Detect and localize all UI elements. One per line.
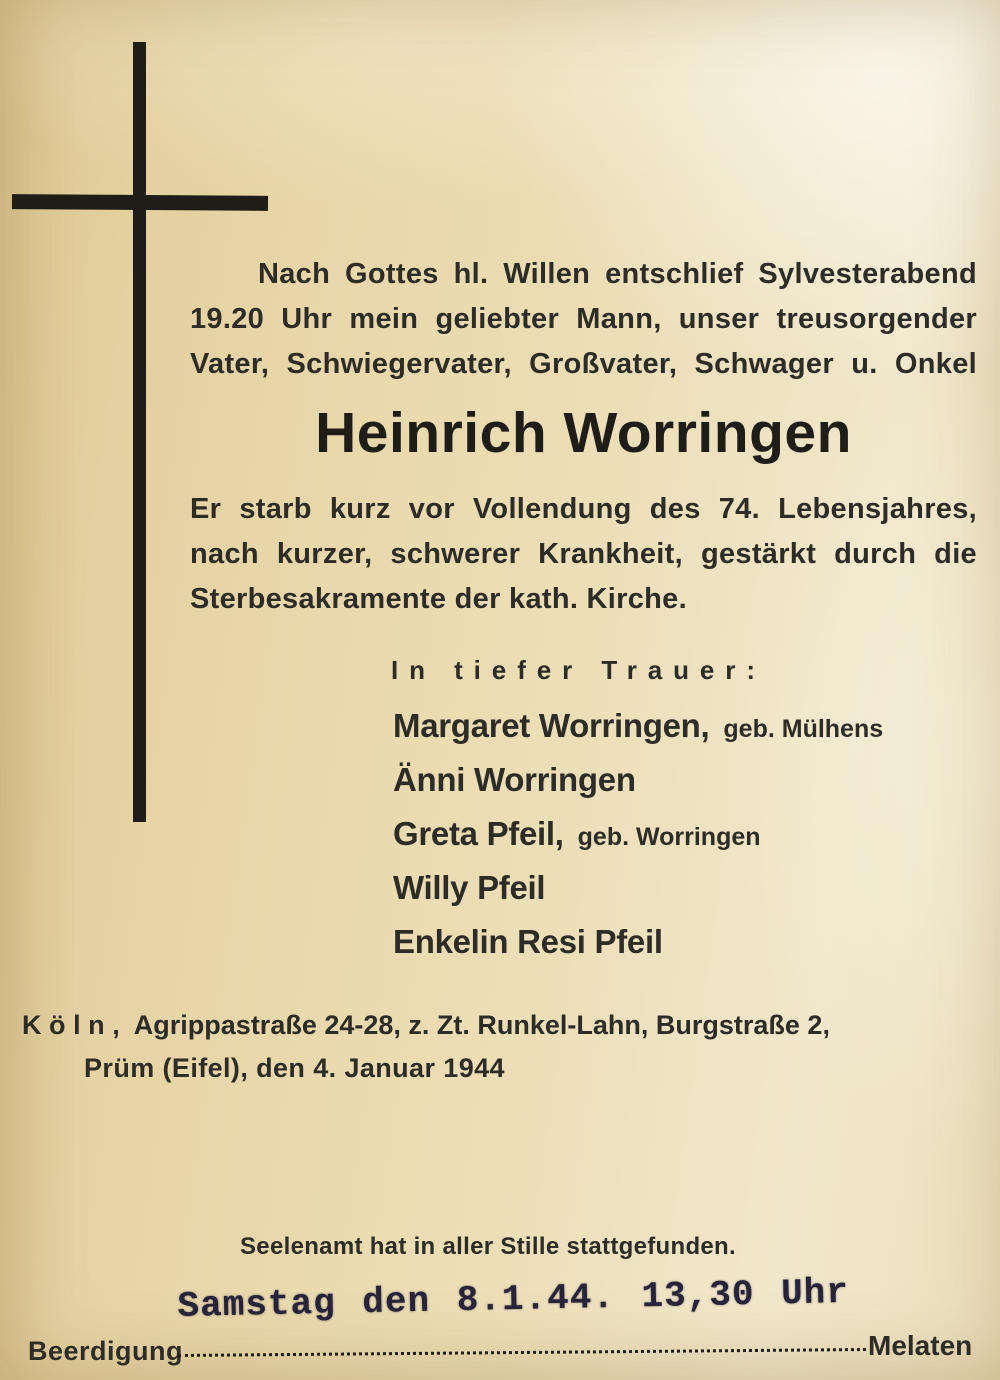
- burial-label: Beerdigung: [28, 1336, 184, 1366]
- obituary-line-2: nach kurzer, schwerer Krankheit, gestärkt durch die: [190, 538, 977, 570]
- requiem-note: Seelenamt hat in aller Stille stattgefunden.: [240, 1233, 736, 1260]
- mourner-name: Greta Pfeil,: [393, 815, 564, 852]
- obituary-line-1: Er starb kurz vor Vollendung des 74. Lebensjahres,: [190, 493, 977, 525]
- obituary-line-3: Sterbesakramente der kath. Kirche.: [190, 583, 687, 615]
- deceased-name: Heinrich Worringen: [315, 401, 852, 465]
- mourner-entry: [393, 810, 883, 864]
- address-block: [22, 1004, 830, 1090]
- mourner-name: Enkelin Resi Pfeil: [393, 923, 663, 960]
- mourner-maiden-name: geb. Mülhens: [723, 715, 884, 743]
- burial-date-typewritten: Samstag den 8.1.44. 13,30 Uhr: [177, 1271, 850, 1327]
- obituary-paragraph: [190, 487, 977, 622]
- mourner-entry: [393, 918, 883, 972]
- burial-dotted-line: [178, 1326, 866, 1357]
- address-line-2: Prüm (Eifel), den 4. Januar 1944: [84, 1053, 505, 1083]
- intro-line-1: Nach Gottes hl. Willen entschlief Sylvesterabend: [258, 258, 977, 290]
- address-street: Agrippastraße 24-28, z. Zt. Runkel-Lahn, Burgstraße 2,: [133, 1010, 830, 1040]
- mourner-name: Margaret Worringen,: [393, 707, 710, 744]
- cross-horizontal-bar: [12, 194, 268, 211]
- mourner-entry: [393, 702, 883, 756]
- mourner-name: Willy Pfeil: [393, 869, 546, 906]
- mourner-entry: [393, 756, 883, 810]
- mourning-header: In tiefer Trauer:: [391, 655, 766, 685]
- address-line-1: [22, 1004, 830, 1047]
- intro-line-2: 19.20 Uhr mein geliebter Mann, unser treusorgender: [190, 303, 977, 335]
- burial-place: Melaten: [868, 1330, 973, 1361]
- cross-vertical-bar: [133, 42, 146, 822]
- mourners-list: [393, 702, 883, 972]
- mourner-maiden-name: geb. Worringen: [577, 823, 761, 851]
- address-city: Köln,: [22, 1010, 128, 1040]
- intro-line-3: Vater, Schwiegervater, Großvater, Schwager u. Onkel: [190, 348, 977, 380]
- mourner-entry: [393, 864, 883, 918]
- mourner-name: Änni Worringen: [393, 761, 636, 798]
- intro-paragraph: [190, 252, 977, 387]
